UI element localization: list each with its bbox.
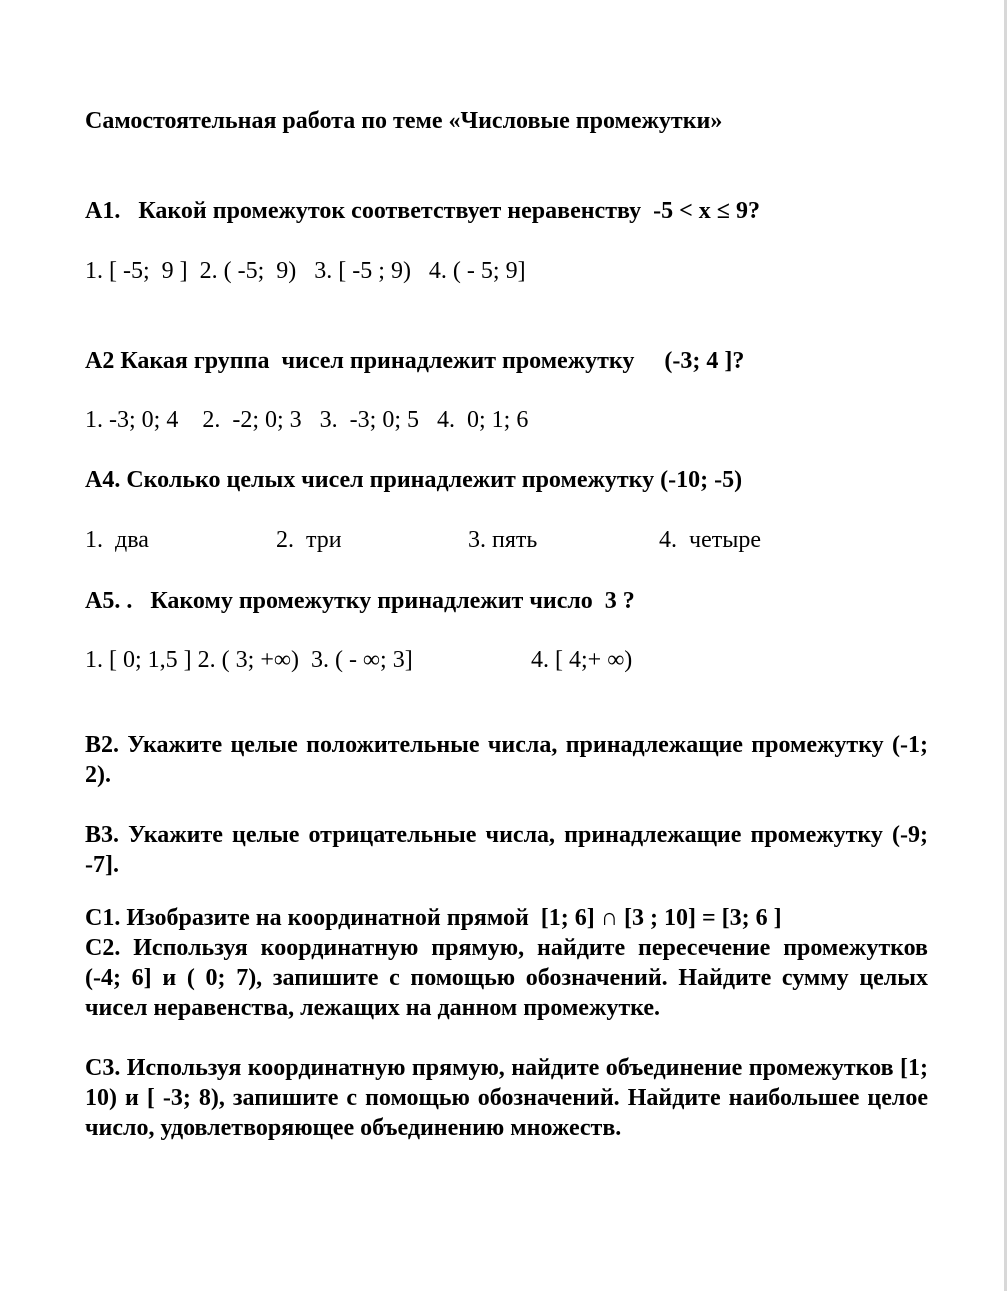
answer-options-a2: 1. -3; 0; 4 2. -2; 0; 3 3. -3; 0; 5 4. 0; 1; 6 <box>85 407 529 433</box>
option-a4-3: 3. пять <box>468 527 538 553</box>
option-a4-1: 1. два <box>85 527 149 553</box>
question-a4: А4. Сколько целых чисел принадлежит промежутку (-10; -5) <box>85 467 743 493</box>
task-c1: С1. Изобразите на координатной прямой [1; 6] ∩ [3 ; 10] = [3; 6 ] <box>85 905 782 931</box>
question-a2: А2 Какая группа чисел принадлежит промежутку (-3; 4 ]? <box>85 348 745 374</box>
option-a4-4: 4. четыре <box>659 527 761 553</box>
task-c3: С3. Используя координатную прямую, найдите объединение промежутков [1; 10) и [ -3; 8), запишите с помощью обозначений. Найдите наибольшее целое число, удовлетворяющее объединению множеств. <box>85 1055 928 1141</box>
answer-options-a1: 1. [ -5; 9 ] 2. ( -5; 9) 3. [ -5 ; 9) 4. ( - 5; 9] <box>85 258 526 284</box>
page-title: Самостоятельная работа по теме «Числовые промежутки» <box>85 108 723 134</box>
question-a1: A1. Какой промежуток соответствует неравенству -5 < х ≤ 9? <box>85 198 760 224</box>
option-a4-2: 2. три <box>276 527 342 553</box>
question-a5: А5. . Какому промежутку принадлежит число 3 ? <box>85 588 635 614</box>
option-a5-4: 4. [ 4;+ ∞) <box>531 647 633 673</box>
task-b3: В3. Укажите целые отрицательные числа, принадлежащие промежутку (-9; -7]. <box>85 822 928 878</box>
task-c2: С2. Используя координатную прямую, найдите пересечение промежутков (-4; 6] и ( 0; 7), запишите с помощью обозначений. Найдите сумму целых чисел неравенства, лежащих на данном промежутке. <box>85 935 928 1021</box>
task-b2: В2. Укажите целые положительные числа, принадлежащие промежутку (-1; 2). <box>85 732 928 788</box>
answer-options-a5 <box>85 645 928 675</box>
options-a5-1-3: 1. [ 0; 1,5 ] 2. ( 3; +∞) 3. ( - ∞; 3] <box>85 647 413 673</box>
answer-options-a4 <box>85 525 928 555</box>
